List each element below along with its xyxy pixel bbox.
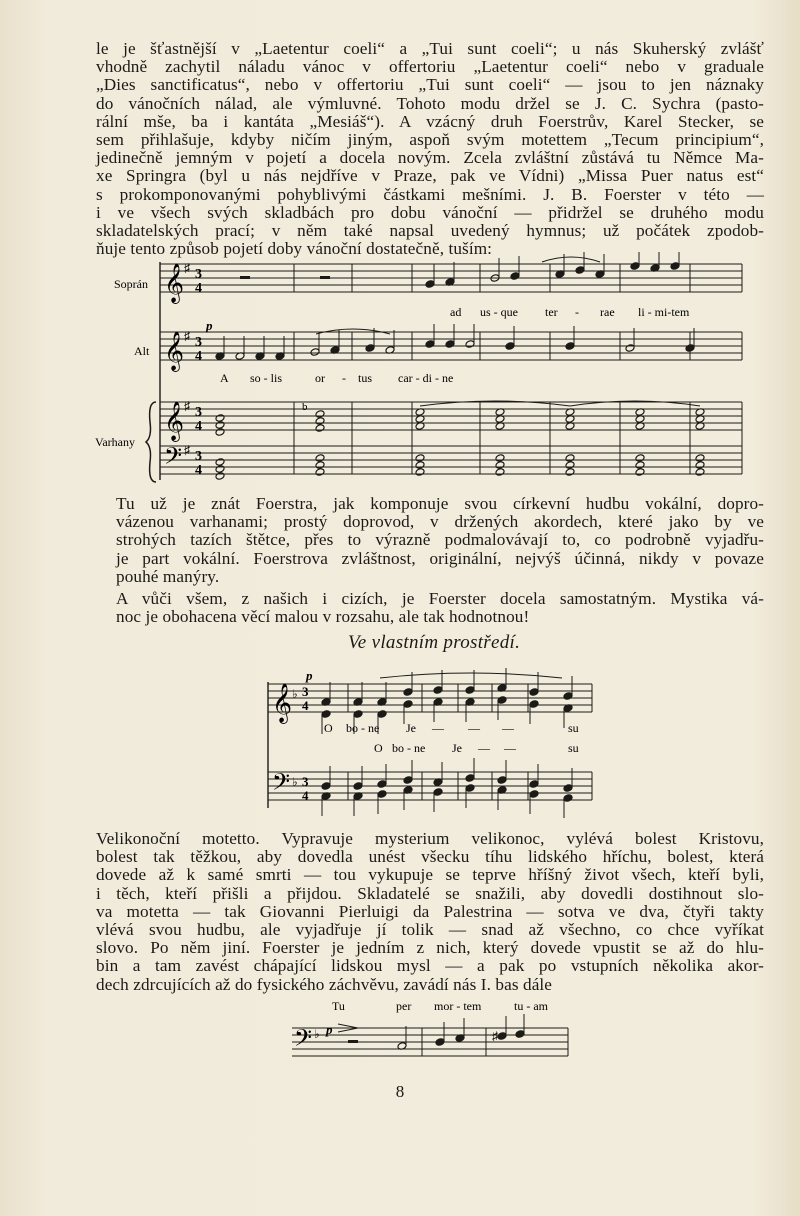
- dynamic-marking-alto: p: [206, 318, 213, 333]
- lyric-score2-l2-1: O: [374, 741, 383, 755]
- note-head: [495, 468, 505, 477]
- lyric-score2-l2-3: Je: [452, 741, 462, 755]
- paragraph-mystika: [96, 590, 764, 626]
- organ-brace: [146, 402, 156, 482]
- lyric-score2-l1-7: su: [568, 721, 579, 735]
- lyric-score2-l1-4: —: [432, 721, 444, 735]
- note-head: [565, 342, 575, 351]
- time-sig-num-organ-bass: 3: [195, 449, 202, 464]
- note-head: [403, 700, 413, 709]
- musical-score-hymn: [90, 252, 750, 492]
- note-head: [563, 692, 573, 701]
- note-head: [315, 410, 325, 419]
- organ-mark: b: [302, 401, 308, 413]
- staff-label-alto: Alt: [134, 344, 150, 358]
- note-head: [515, 1030, 525, 1039]
- lyric-soprano-1: ad: [450, 305, 462, 319]
- note-head: [465, 784, 475, 793]
- note-head: [377, 710, 387, 719]
- lyric-alto-4: -: [342, 371, 346, 385]
- time-sig-den-organ-bass: 4: [195, 463, 202, 478]
- score-caption: Ve vlastním prostředí.: [348, 632, 521, 653]
- dynamic-marking-score3: p: [326, 1022, 333, 1037]
- note-head: [315, 468, 325, 477]
- text-line: A vůči všem, z našich i cizích, je Foerster docela samostatným. Mystika vá-: [116, 589, 764, 608]
- text-line: Velikonoční motetto. Vypravuje mysterium velikonoc, vylévá bolest Kristovu,: [96, 829, 764, 848]
- lyric-score2-l1-5: —: [468, 721, 480, 735]
- note-head: [353, 782, 363, 791]
- lyric-alto-5: tus: [358, 371, 373, 385]
- note-head: [695, 454, 705, 463]
- note-head: [529, 790, 539, 799]
- note-head: [215, 428, 225, 437]
- note-head: [425, 280, 435, 289]
- lyric-soprano-5: rae: [600, 305, 615, 319]
- text-line: vázenou varhanami; prostý doprovod, v držených akordech, které jako by ve: [116, 512, 764, 532]
- musical-score-o-bone-jesu: [262, 668, 602, 820]
- time-sig-num-soprano: 3: [195, 267, 202, 282]
- note-head: [377, 790, 387, 799]
- time-sig-num-bass2: 3: [302, 774, 309, 789]
- note-head: [433, 686, 443, 695]
- lyric-score2-l1-2: bo - ne: [346, 721, 380, 735]
- lyric-score3-3: mor - tem: [434, 999, 482, 1013]
- lyric-score2-l2-2: bo - ne: [392, 741, 426, 755]
- treble-clef: 𝄞: [164, 403, 185, 440]
- note-head: [685, 344, 695, 353]
- note-head: [495, 461, 505, 470]
- lyric-score3-4: tu - am: [514, 999, 548, 1013]
- note-head: [365, 344, 375, 353]
- time-sig-num-organ-treble: 3: [195, 405, 202, 420]
- text-line: rální mše, ba i kantáta „Mesiáš“). A vzácný druh Foerstrův, Karel Stecker, se: [96, 111, 764, 131]
- text-line: Tu už je znát Foerstra, jak komponuje svou církevní hudbu vokální, dopro-: [116, 494, 764, 513]
- note-head: [310, 348, 320, 357]
- note-head: [465, 774, 475, 783]
- sharp-sign: ♯: [184, 443, 190, 457]
- note-head: [377, 780, 387, 789]
- note-head: [415, 454, 425, 463]
- note-head: [529, 700, 539, 709]
- paragraph-intro: [96, 40, 764, 258]
- note-head: [670, 262, 680, 271]
- note-head: [315, 454, 325, 463]
- page-number: 8: [395, 1082, 405, 1101]
- lyric-alto-6: car - di - ne: [398, 371, 454, 385]
- time-sig-num-alto: 3: [195, 335, 202, 350]
- lyric-score2-l1-3: Je: [406, 721, 416, 735]
- treble-clef: 𝄞: [164, 333, 185, 370]
- lyric-soprano-3: ter: [545, 305, 558, 319]
- note-head: [563, 794, 573, 803]
- note-head: [695, 461, 705, 470]
- sharp-sign: ♯: [184, 399, 190, 413]
- text-line: dovede až k samé smrti — tou vykupuje se teprve hříšný život všech, kteří byli,: [96, 865, 764, 885]
- text-line: do vánočních nálad, ale výmluvné. Tohoto modu držel se J. C. Sychra (pasto-: [96, 93, 764, 113]
- note-head: [497, 1032, 507, 1041]
- note-head: [497, 696, 507, 705]
- text-line: slovo. Po něm jiní. Foerster je jedním z nich, který dovede vpustit se až do hlu-: [96, 938, 764, 958]
- paragraph-foerster-style: [96, 495, 764, 586]
- note-head: [321, 710, 331, 719]
- note-head: [315, 417, 325, 426]
- note-head: [215, 421, 225, 430]
- text-line: je part vokální. Foerstrova zvláštnost, originální, nejvýš účinná, nikdy v povaze: [116, 548, 764, 568]
- sharp-sign: ♯: [492, 1029, 498, 1043]
- note-head: [465, 686, 475, 695]
- lyric-soprano-2: us - que: [480, 305, 518, 319]
- note-head: [403, 776, 413, 785]
- note-head: [495, 454, 505, 463]
- note-head: [625, 344, 635, 353]
- note-head: [465, 340, 475, 349]
- sharp-sign: ♯: [184, 261, 190, 275]
- lyric-alto-1: A: [220, 371, 229, 385]
- lyric-score2-l2-6: su: [568, 741, 579, 755]
- lyric-alto-3: or: [315, 371, 325, 385]
- lyric-score2-l1-6: —: [502, 721, 514, 735]
- staff-label-soprano: Soprán: [114, 277, 148, 291]
- treble-clef: 𝄞: [272, 685, 293, 722]
- lyric-score2-l2-4: —: [478, 741, 490, 755]
- text-line: xe Springra (byl u nás nejdříve v Praze, pak ve Vídni) „Missa Puer natus est“: [96, 166, 764, 186]
- note-head: [575, 266, 585, 275]
- slur: [542, 257, 600, 262]
- note-head: [415, 461, 425, 470]
- flat-sign: ♭: [292, 687, 298, 701]
- text-line: bin a tam zavést chápající lidskou mysl — a pak po vstupních několika akor-: [96, 956, 764, 976]
- time-sig-den-treble2: 4: [302, 698, 309, 713]
- note-head: [497, 776, 507, 785]
- note-head: [635, 461, 645, 470]
- lyric-soprano-6: li - mi-tem: [638, 305, 690, 319]
- rest: [320, 276, 330, 279]
- text-line: skladatelských prací; v něm také napsal uvedený hymnus; už počátek zpodob-: [96, 221, 764, 241]
- note-head: [529, 688, 539, 697]
- text-line: s prokomponovanými pohyblivými částkami mešními. J. B. Foerster v této —: [96, 184, 764, 204]
- flat-sign: ♭: [314, 1027, 320, 1041]
- text-line: i ve všech svých skladbách pro dobu vánoční — přidržel se druhého modu: [96, 202, 764, 222]
- text-line: pouhé manýry.: [116, 566, 220, 586]
- bass-clef: 𝄢: [272, 770, 291, 801]
- note-head: [563, 784, 573, 793]
- time-sig-den-alto: 4: [195, 349, 202, 364]
- lyric-score2-l1-1: O: [324, 721, 333, 735]
- note-head: [425, 340, 435, 349]
- note-head: [565, 468, 575, 477]
- note-head: [415, 468, 425, 477]
- time-sig-num-treble2: 3: [302, 684, 309, 699]
- slur: [380, 673, 562, 678]
- lyric-score3-1: Tu: [332, 999, 345, 1013]
- time-sig-den-bass2: 4: [302, 788, 309, 803]
- text-line: vhodně zachytil náladu vánoc v offertoriu „Laetentur coeli“ nebo v graduale: [96, 57, 764, 77]
- text-line: vlévá svou hudbu, ale vyjadřuje jí tolik — snad až všechno, co chce vyříkat: [96, 920, 764, 940]
- note-head: [635, 454, 645, 463]
- text-line: bolest tak těžkou, aby dovedla unést všecku tíhu lidského hříchu, bolest, která: [96, 847, 764, 867]
- note-head: [695, 468, 705, 477]
- note-head: [505, 342, 515, 351]
- lyric-soprano-4: -: [575, 305, 579, 319]
- note-head: [565, 454, 575, 463]
- lyric-score2-l2-5: —: [504, 741, 516, 755]
- paragraph-velikonocni-motetto: [96, 830, 764, 994]
- text-line: „Dies sanctificatus“, nebo v offertoriu „Tui sunt coeli“ — jsou to jen náznaky: [96, 75, 764, 95]
- note-head: [445, 340, 455, 349]
- note-head: [529, 780, 539, 789]
- dynamic-marking-score2: p: [306, 668, 313, 683]
- flat-sign: ♭: [292, 775, 298, 789]
- note-head: [510, 272, 520, 281]
- text-line: sem přihlašuje, kdyby ničím jiným, aspoň svým motettem „Tecum principium“,: [96, 130, 764, 150]
- note-head: [215, 472, 225, 481]
- text-line: jedinečně jemným v pojetí a docela novým. Zcela zvláštní zůstává tu Němce Ma-: [96, 148, 764, 168]
- musical-score-bass-line: [288, 998, 578, 1064]
- note-head: [215, 465, 225, 474]
- note-head: [321, 782, 331, 791]
- time-sig-den-soprano: 4: [195, 281, 202, 296]
- text-line: i těch, kteří přišli a přijdou. Skladatelé se snažili, aby dovedli dostihnout slo-: [96, 883, 764, 903]
- time-sig-den-organ-treble: 4: [195, 419, 202, 434]
- lyric-score3-2: per: [396, 999, 412, 1013]
- text-line: strohých tazích štětce, přes to výrazně podmalovávají to, co podrobně vyjadřu-: [116, 530, 764, 550]
- sharp-sign: ♯: [184, 329, 190, 343]
- note-head: [403, 688, 413, 697]
- text-line: noc je obohacena věcí malou v rozsahu, ale tak hodnotnou!: [116, 607, 530, 627]
- text-line: dech zdrcujících až do fysického záchvěvu, zavádí nás I. bas dále: [96, 974, 553, 994]
- note-head: [353, 710, 363, 719]
- bass-clef: 𝄢: [294, 1026, 313, 1057]
- note-head: [630, 262, 640, 271]
- note-head: [315, 424, 325, 433]
- text-line: le je šťastnější v „Laetentur coeli“ a „Tui sunt coeli“; u nás Skuherský zvlášť: [96, 39, 764, 58]
- note-head: [635, 468, 645, 477]
- note-head: [315, 461, 325, 470]
- rest: [240, 276, 250, 279]
- note-head: [215, 414, 225, 423]
- slur: [316, 329, 390, 334]
- note-head: [565, 461, 575, 470]
- staff-label-organ: Varhany: [95, 435, 135, 449]
- lyric-alto-2: so - lis: [250, 371, 283, 385]
- note-head: [215, 458, 225, 467]
- rest: [348, 1040, 358, 1043]
- treble-clef: 𝄞: [164, 265, 185, 302]
- bass-clef: 𝄢: [164, 444, 183, 475]
- note-head: [435, 1038, 445, 1047]
- text-line: va motetta — tak Giovanni Pierluigi da Palestrina — sotva ve dva, čtyři takty: [96, 901, 764, 921]
- text-line: ňuje tento způsob pojetí doby vánoční dostatečně, tuším:: [96, 239, 493, 259]
- note-head: [433, 788, 443, 797]
